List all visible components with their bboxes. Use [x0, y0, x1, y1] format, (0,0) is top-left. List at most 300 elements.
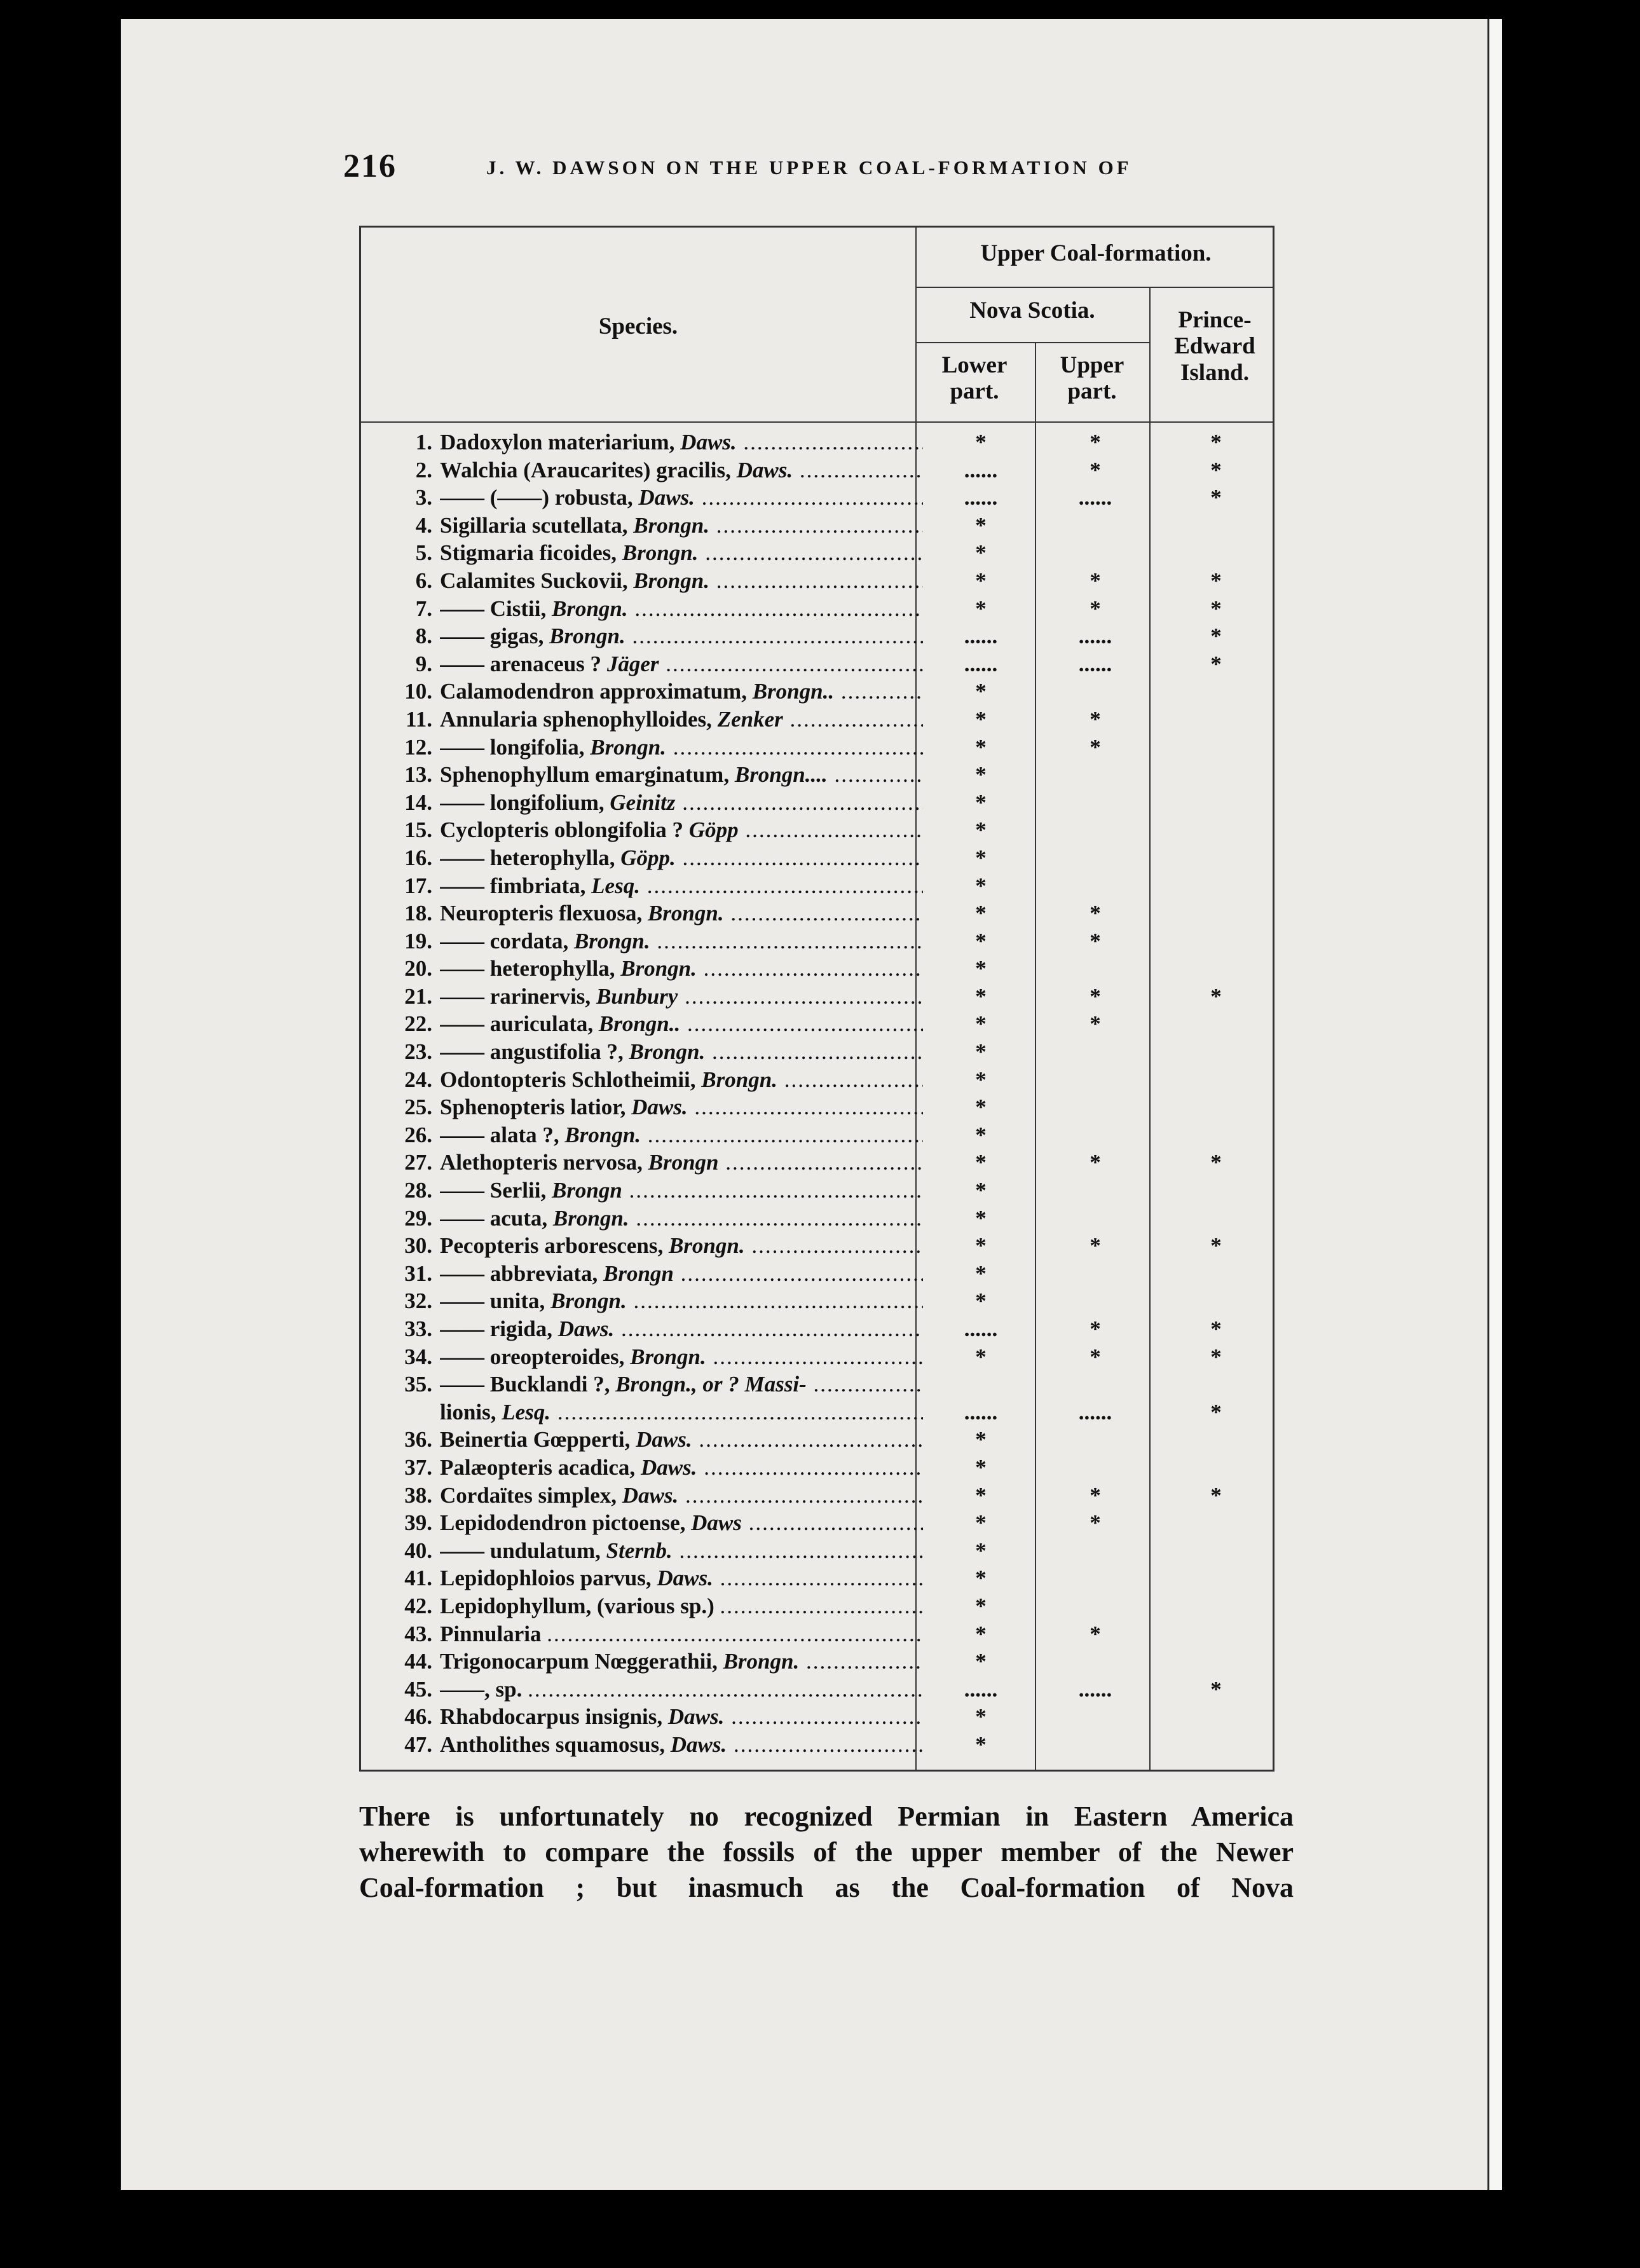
upper-part-mark: * [1090, 1344, 1101, 1369]
table-row [361, 1649, 1273, 1677]
table-row [361, 540, 1273, 568]
species-authority: Brongn.... [734, 762, 828, 788]
table-row [361, 1261, 1273, 1289]
pei-mark: * [1210, 568, 1222, 593]
pei-mark: * [1210, 596, 1222, 621]
species-label: —— unita, [440, 1288, 545, 1314]
species-label: Odontopteris Schlotheimii, [440, 1067, 696, 1092]
species-authority: Daws. [622, 1482, 679, 1508]
species-name [440, 1510, 923, 1536]
table-row [361, 596, 1273, 624]
upper-part-mark: * [1090, 706, 1101, 732]
table-row [361, 707, 1273, 735]
page-header [343, 147, 1309, 192]
lower-part-mark: ...... [964, 651, 998, 676]
upper-part-mark: ...... [1078, 485, 1112, 510]
table-row [361, 430, 1273, 458]
species-label: —— Cistii, [440, 596, 547, 621]
species-authority: Brongn. [630, 1344, 706, 1369]
species-label: —— heterophylla, [440, 956, 615, 981]
lower-part-mark: * [975, 1178, 987, 1203]
species-name [440, 652, 923, 677]
species-number: 37. [404, 1454, 432, 1480]
upper-part-header: Upper part. [1060, 352, 1124, 405]
species-number: 42. [404, 1593, 432, 1618]
lower-part-mark: * [975, 1344, 987, 1369]
table-row [361, 1344, 1273, 1372]
species-number: 45. [404, 1676, 432, 1702]
species-label: Rhabdocarpus insignis, [440, 1704, 663, 1730]
species-name [440, 1732, 923, 1758]
species-label: —— auriculata, [440, 1011, 594, 1037]
species-name [440, 1123, 923, 1148]
lower-part-mark: * [975, 1067, 987, 1092]
species-label: Annularia sphenophylloides, [440, 706, 712, 732]
species-label: Lepidophloios parvus, [440, 1566, 652, 1591]
upper-part-mark: * [1090, 1011, 1101, 1037]
species-authority: Daws. [636, 1427, 692, 1452]
species-name [440, 1233, 923, 1259]
species-authority: Daws [691, 1510, 742, 1536]
lower-part-mark: * [975, 817, 987, 843]
species-authority: Brongn. [564, 1122, 641, 1147]
species-name [440, 956, 923, 981]
table-row [361, 901, 1273, 929]
species-authority: Daws. [657, 1566, 713, 1591]
table-row [361, 1594, 1273, 1622]
table-row [361, 735, 1273, 763]
species-label: —— acuta, [440, 1205, 548, 1231]
table-row [361, 624, 1273, 652]
page-edge [1487, 19, 1502, 2190]
species-name [440, 1594, 923, 1619]
species-label: —— longifolia, [440, 734, 585, 760]
species-number: 47. [404, 1732, 432, 1757]
species-authority: Daws. [638, 485, 695, 510]
species-name [440, 984, 923, 1009]
species-label: —— longifolium, [440, 789, 605, 815]
species-label: —— cordata, [440, 928, 569, 953]
upper-part-mark: ...... [1078, 651, 1112, 676]
species-name [440, 762, 923, 788]
species-label: Neuropteris flexuosa, [440, 901, 643, 926]
species-label: —— alata ?, [440, 1122, 559, 1147]
species-label: —— Bucklandi ?, [440, 1372, 610, 1397]
table-row [361, 956, 1273, 984]
species-label: —— rigida, [440, 1316, 552, 1341]
species-name [440, 1150, 923, 1175]
species-authority: Brongn. [633, 568, 709, 593]
species-number: 32. [404, 1288, 432, 1314]
species-number: 4. [415, 512, 432, 538]
species-label: Beinertia Gœpperti, [440, 1427, 631, 1452]
species-authority: Brongn. [633, 512, 709, 538]
table-row [361, 568, 1273, 596]
species-authority: Sternb. [606, 1538, 673, 1563]
species-number: 11. [406, 706, 432, 732]
upper-part-mark: * [1090, 430, 1101, 454]
pei-mark: * [1210, 430, 1222, 454]
upper-part-mark: * [1090, 1233, 1101, 1259]
upper-part-mark: * [1090, 596, 1101, 621]
lower-part-mark: * [975, 789, 987, 815]
lower-part-mark: * [975, 1704, 987, 1730]
lower-part-mark: * [975, 1205, 987, 1231]
species-authority: Brongn. [629, 1039, 706, 1065]
lower-part-mark: * [975, 1593, 987, 1618]
species-authority: Brongn., or ? Massi- [615, 1372, 807, 1397]
lower-part-mark: * [975, 706, 987, 732]
species-number: 6. [415, 568, 432, 593]
upper-coal-formation-header: Upper Coal-formation. [980, 240, 1212, 266]
species-label: ——, sp. [440, 1676, 523, 1702]
table-row [361, 1483, 1273, 1511]
species-name [440, 1011, 923, 1037]
species-number: 29. [404, 1205, 432, 1231]
table-row [361, 1123, 1273, 1151]
species-label: Sphenophyllum emarginatum, [440, 762, 730, 788]
lower-part-mark: * [975, 1649, 987, 1674]
species-name [440, 596, 923, 622]
lower-part-mark: * [975, 734, 987, 760]
species-number: 3. [415, 485, 432, 510]
lower-part-mark: * [975, 956, 987, 981]
upper-part-mark: * [1090, 983, 1101, 1009]
lower-part-mark: * [975, 596, 987, 621]
pei-mark: * [1210, 485, 1222, 510]
pei-mark: * [1210, 1676, 1222, 1702]
lower-part-mark: * [975, 1011, 987, 1037]
species-name [440, 1261, 923, 1287]
table-row [361, 652, 1273, 680]
species-authority: Brongn. [668, 1233, 745, 1259]
species-number: 21. [404, 983, 432, 1009]
table-row [361, 1178, 1273, 1206]
paragraph-line: There is unfortunately no recognized Permian in Eastern America [359, 1801, 1294, 1832]
species-name [440, 568, 923, 594]
species-number: 38. [404, 1482, 432, 1508]
species-name [440, 1206, 923, 1231]
species-authority: Brongn [603, 1260, 674, 1286]
species-number: 34. [404, 1344, 432, 1369]
lower-part-mark: * [975, 901, 987, 926]
species-authority: Jäger [606, 651, 659, 676]
species-name [440, 1622, 923, 1647]
species-name [440, 790, 923, 816]
lower-part-mark: * [975, 1150, 987, 1175]
species-label: Cordaïtes simplex, [440, 1482, 617, 1508]
species-authority: Brongn. [620, 956, 697, 981]
species-authority: Brongn [648, 1150, 719, 1175]
table-body [361, 430, 1273, 1760]
species-label: lionis, [440, 1399, 496, 1424]
species-label: —— angustifolia ?, [440, 1039, 624, 1065]
upper-part-mark: * [1090, 457, 1101, 482]
species-name [440, 1372, 923, 1397]
lower-part-mark: * [975, 983, 987, 1009]
pei-mark: * [1210, 651, 1222, 676]
species-name [440, 485, 923, 510]
lower-part-mark: * [975, 762, 987, 788]
species-number: 35. [404, 1372, 432, 1397]
species-number: 24. [404, 1067, 432, 1092]
species-label: —— gigas, [440, 624, 544, 649]
species-number: 7. [415, 596, 432, 621]
species-number: 33. [404, 1316, 432, 1341]
upper-part-mark: * [1090, 1316, 1101, 1341]
table-row [361, 1677, 1273, 1705]
species-label: Trigonocarpum Nœggerathii, [440, 1649, 718, 1674]
lower-part-mark: * [975, 1122, 987, 1147]
table-row [361, 762, 1273, 790]
upper-part-mark: ...... [1078, 1399, 1112, 1424]
species-authority: Brongn [551, 1178, 622, 1203]
species-name [440, 1455, 923, 1480]
upper-part-mark: ...... [1078, 1676, 1112, 1702]
lower-part-mark: * [975, 568, 987, 593]
table-row [361, 1233, 1273, 1261]
species-name [440, 707, 923, 732]
table-row [361, 1206, 1273, 1234]
species-label: —— rarinervis, [440, 983, 591, 1009]
species-name [440, 513, 923, 538]
species-authority: Daws. [557, 1316, 615, 1341]
table-row [361, 1095, 1273, 1123]
species-number: 16. [404, 845, 432, 870]
species-authority: Brongn. [701, 1067, 777, 1092]
species-name [440, 1095, 923, 1120]
table-row [361, 1732, 1273, 1760]
species-number: 14. [404, 789, 432, 815]
species-name [440, 679, 923, 704]
species-label: —— Serlii, [440, 1178, 547, 1203]
lower-part-mark: * [975, 1260, 987, 1286]
species-number: 5. [415, 540, 432, 566]
species-number: 12. [404, 734, 432, 760]
species-number: 8. [415, 624, 432, 649]
paragraph-line: wherewith to compare the fossils of the upper member of the Newer [359, 1836, 1294, 1868]
species-authority: Daws. [631, 1095, 688, 1120]
lower-part-mark: * [975, 540, 987, 566]
pei-mark: * [1210, 1482, 1222, 1508]
species-label: —— arenaceus ? [440, 651, 602, 676]
lower-part-mark: ...... [964, 624, 998, 649]
species-number: 18. [404, 901, 432, 926]
species-number: 44. [404, 1649, 432, 1674]
species-authority: Lesq. [591, 873, 640, 898]
species-name [440, 1400, 923, 1425]
species-label: Calamodendron approximatum, [440, 679, 747, 704]
species-name [440, 1039, 923, 1065]
species-number: 31. [404, 1260, 432, 1286]
upper-part-mark: * [1090, 1150, 1101, 1175]
species-label: Walchia (Araucarites) gracilis, [440, 457, 731, 482]
species-number: 27. [404, 1150, 432, 1175]
species-name [440, 1067, 923, 1093]
table-row [361, 458, 1273, 486]
table-row [361, 485, 1273, 513]
species-header: Species. [598, 313, 678, 339]
table-row [361, 1372, 1273, 1400]
species-number: 36. [404, 1427, 432, 1452]
species-name [440, 1566, 923, 1591]
species-number: 9. [415, 651, 432, 676]
pei-mark: * [1210, 624, 1222, 649]
species-label: —— heterophylla, [440, 845, 615, 870]
table-row [361, 1150, 1273, 1178]
species-authority: Brongn. [550, 1288, 627, 1314]
upper-part-mark: ...... [1078, 624, 1112, 649]
upper-part-mark: * [1090, 901, 1101, 926]
lower-part-mark: * [975, 1482, 987, 1508]
pei-mark: * [1210, 1150, 1222, 1175]
species-number: 13. [404, 762, 432, 788]
table-row [361, 929, 1273, 957]
species-number: 26. [404, 1122, 432, 1147]
lower-part-mark: * [975, 1427, 987, 1452]
table-row [361, 845, 1273, 873]
table-row [361, 984, 1273, 1012]
species-label: —— fimbriata, [440, 873, 586, 898]
lower-part-mark: ...... [964, 1676, 998, 1702]
table-row [361, 817, 1273, 845]
table-row [361, 1400, 1273, 1428]
upper-part-mark: * [1090, 734, 1101, 760]
species-label: Palæopteris acadica, [440, 1454, 636, 1480]
table-row [361, 513, 1273, 541]
species-name [440, 845, 923, 871]
species-authority: Brongn. [551, 596, 628, 621]
lower-part-mark: * [975, 1538, 987, 1563]
species-label: —— undulatum, [440, 1538, 601, 1563]
lower-part-mark: * [975, 512, 987, 538]
prince-edward-island-header: Prince-Edward Island. [1174, 307, 1255, 386]
lower-part-mark: * [975, 1454, 987, 1480]
species-authority: Brongn. [723, 1649, 800, 1674]
species-label: —— oreopteroides, [440, 1344, 625, 1369]
nova-scotia-header: Nova Scotia. [969, 297, 1095, 324]
species-number: 1. [415, 430, 432, 454]
species-authority: Brongn. [549, 624, 625, 649]
pei-mark: * [1210, 1399, 1222, 1424]
lower-part-mark: * [975, 1039, 987, 1065]
species-number: 10. [404, 679, 432, 704]
table-row [361, 1538, 1273, 1566]
lower-part-mark: * [975, 1732, 987, 1757]
species-name [440, 1538, 923, 1564]
species-authority: Daws. [680, 430, 737, 454]
species-name [440, 735, 923, 760]
species-number: 23. [404, 1039, 432, 1065]
species-number: 2. [415, 457, 432, 482]
body-paragraph [359, 1799, 1294, 1906]
lower-part-mark: * [975, 1566, 987, 1591]
table-row [361, 1566, 1273, 1594]
species-number: 39. [404, 1510, 432, 1536]
lower-part-mark: ...... [964, 485, 998, 510]
species-name [440, 430, 923, 455]
species-name [440, 1427, 923, 1452]
table-row [361, 679, 1273, 707]
pei-mark: * [1210, 1233, 1222, 1259]
species-name [440, 624, 923, 649]
species-number: 19. [404, 928, 432, 953]
lower-part-header: Lower part. [941, 352, 1008, 405]
species-number: 46. [404, 1704, 432, 1730]
species-label: Lepidophyllum, (various sp.) [440, 1593, 714, 1618]
lower-part-mark: * [975, 679, 987, 704]
lower-part-mark: ...... [964, 1316, 998, 1341]
table-row [361, 1622, 1273, 1650]
species-label: —— abbreviata, [440, 1260, 598, 1286]
species-number: 25. [404, 1095, 432, 1120]
species-label: Cyclopteris oblongifolia ? [440, 817, 684, 843]
species-authority: Daws. [640, 1454, 697, 1480]
species-authority: Geinitz [610, 789, 676, 815]
species-table [359, 226, 1274, 1772]
upper-part-mark: * [1090, 928, 1101, 953]
lower-part-mark: * [975, 430, 987, 454]
species-label: Pinnularia [440, 1621, 542, 1646]
table-row [361, 1704, 1273, 1732]
species-label: Pecopteris arborescens, [440, 1233, 664, 1259]
species-name [440, 873, 923, 899]
table-row [361, 790, 1273, 818]
species-name [440, 1288, 923, 1314]
table-row [361, 1455, 1273, 1483]
table-row [361, 873, 1273, 901]
species-number: 28. [404, 1178, 432, 1203]
species-label: Lepidodendron pictoense, [440, 1510, 686, 1536]
lower-part-mark: * [975, 873, 987, 898]
species-number: 17. [404, 873, 432, 898]
upper-part-mark: * [1090, 1621, 1101, 1646]
species-authority: Zenker [717, 706, 783, 732]
species-name [440, 1649, 923, 1674]
table-row [361, 1011, 1273, 1039]
lower-part-mark: * [975, 845, 987, 870]
page-number: 216 [343, 148, 397, 184]
table-row [361, 1288, 1273, 1316]
table-row [361, 1510, 1273, 1538]
species-authority: Brongn. [573, 928, 650, 953]
species-name [440, 1178, 923, 1203]
species-number: 22. [404, 1011, 432, 1037]
header-rule [915, 287, 1273, 288]
species-name [440, 929, 923, 954]
species-authority: Göpp [688, 817, 739, 843]
species-number: 15. [404, 817, 432, 843]
species-label: Alethopteris nervosa, [440, 1150, 643, 1175]
species-authority: Göpp. [620, 845, 676, 870]
upper-part-mark: * [1090, 1482, 1101, 1508]
species-authority: Brongn. [647, 901, 724, 926]
lower-part-mark: * [975, 1621, 987, 1646]
lower-part-mark: * [975, 1288, 987, 1314]
species-authority: Brongn.. [752, 679, 835, 704]
species-name [440, 1344, 923, 1370]
species-label: —— (——) robusta, [440, 485, 633, 510]
species-label: Sigillaria scutellata, [440, 512, 628, 538]
species-authority: Bunbury [596, 983, 678, 1009]
header-rule [915, 342, 1149, 343]
pei-mark: * [1210, 983, 1222, 1009]
species-name [440, 1677, 923, 1702]
header-rule [361, 421, 1273, 423]
upper-part-mark: * [1090, 1510, 1101, 1536]
species-label: Stigmaria ficoides, [440, 540, 617, 566]
lower-part-mark: * [975, 1233, 987, 1259]
